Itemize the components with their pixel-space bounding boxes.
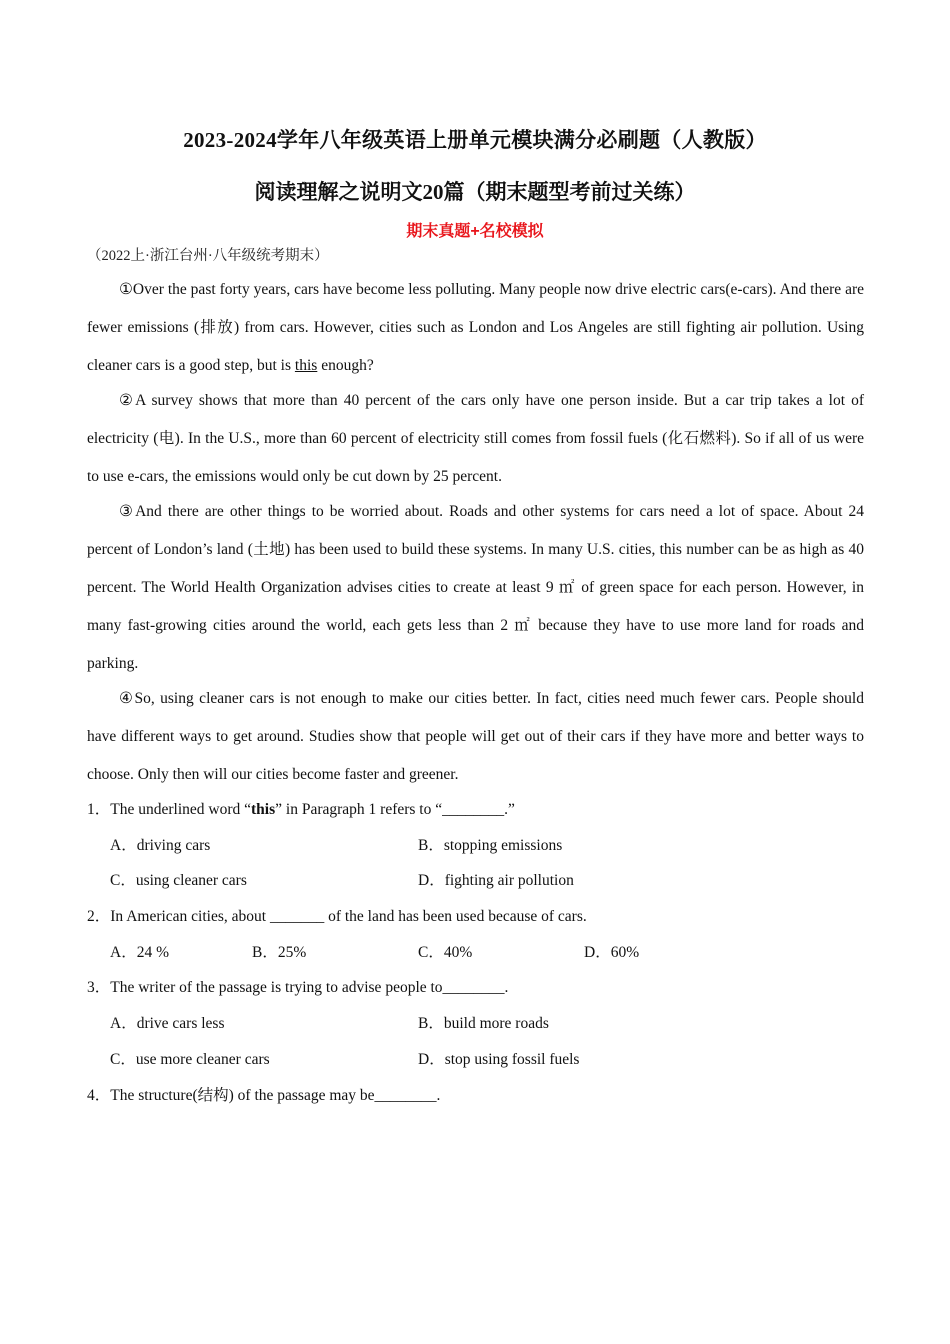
option-a[interactable]: A．24 % — [110, 943, 169, 961]
question-text-end: ” in Paragraph 1 refers to “________.” — [275, 801, 515, 818]
question-text: In American cities, about _______ of the land has been used because of cars. — [110, 908, 587, 926]
question-number: 2． — [87, 908, 111, 926]
question-list — [87, 792, 864, 1113]
question-text: The structure(结构) of the passage may be________. — [110, 1086, 441, 1104]
question-1 — [87, 792, 864, 828]
option-c[interactable]: C．using cleaner cars — [110, 872, 247, 890]
question-2 — [87, 899, 864, 935]
paragraph-3: ③And there are other things to be worried about. Roads and other systems for cars need a lot of space. About 24 percent of London’s land (土地) has been used to build these systems. In many U.S. cities, this number can be as high as 40 percent. The World Health Organization advises cities to create at least 9 ㎡ of green space for each person. However, in many fast-growing cities around the world, each gets less than 2 ㎡ because they have to use more land for roads and parking. — [87, 503, 864, 672]
question-text: The writer of the passage is trying to advise people to________. — [110, 979, 509, 997]
option-b[interactable]: B．stopping emissions — [418, 836, 563, 854]
option-c[interactable]: C．use more cleaner cars — [110, 1050, 270, 1068]
option-a[interactable]: A．driving cars — [110, 836, 211, 854]
question-number: 1． — [87, 801, 111, 818]
paragraph-1-text-b: enough? — [317, 357, 374, 374]
question-4 — [87, 1078, 864, 1114]
option-d[interactable]: D．60% — [584, 943, 640, 961]
options-row — [87, 828, 864, 864]
section-tag: 期末真题+名校模拟 — [406, 223, 544, 240]
paragraph-1 — [87, 271, 864, 385]
question-number: 3． — [87, 979, 111, 997]
option-d[interactable]: D．fighting air pollution — [418, 872, 574, 890]
question-text: The underlined word “ — [110, 801, 252, 818]
option-b[interactable]: B．25% — [252, 943, 307, 961]
option-c[interactable]: C．40% — [418, 943, 473, 961]
options-row — [87, 1006, 864, 1042]
option-d[interactable]: D．stop using fossil fuels — [418, 1050, 580, 1068]
options-row — [87, 863, 864, 899]
options-row — [87, 1042, 864, 1078]
page-title: 2023-2024学年八年级英语上册单元模块满分必刷题（人教版） — [183, 128, 767, 152]
option-a[interactable]: A．drive cars less — [110, 1015, 225, 1033]
question-3 — [87, 970, 864, 1006]
paragraph-1-text-a: ①Over the past forty years, cars have become less polluting. Many people now drive electric cars(e-cars). And there are fewer emissions (排放) from cars. However, cities such as London and Los Angeles are still fighting air pollution. Using cleaner cars is a good step, but is — [87, 281, 864, 374]
option-b[interactable]: B．build more roads — [418, 1015, 549, 1033]
options-row — [87, 935, 864, 971]
reading-passage — [87, 271, 864, 791]
question-bold-word: this — [251, 801, 276, 818]
page-subtitle: 阅读理解之说明文20篇（期末题型考前过关练） — [254, 180, 696, 204]
question-number: 4． — [87, 1086, 111, 1104]
underlined-word: this — [294, 357, 318, 374]
paragraph-4: ④So, using cleaner cars is not enough to make our cities better. In fact, cities need much fewer cars. People should have different ways to get around. Studies show that people will get out of their cars if they have more and better ways to choose. Only then will our cities become faster and greener. — [87, 690, 864, 783]
paragraph-2: ②A survey shows that more than 40 percent of the cars only have one person inside. But a car trip takes a lot of electricity (电). In the U.S., more than 60 percent of electricity still comes from fossil fuels (化石燃料). So if all of us were to use e-cars, the emissions would only be cut down by 25 percent. — [87, 392, 864, 485]
source-note: （2022上·浙江台州·八年级统考期末） — [87, 248, 329, 264]
